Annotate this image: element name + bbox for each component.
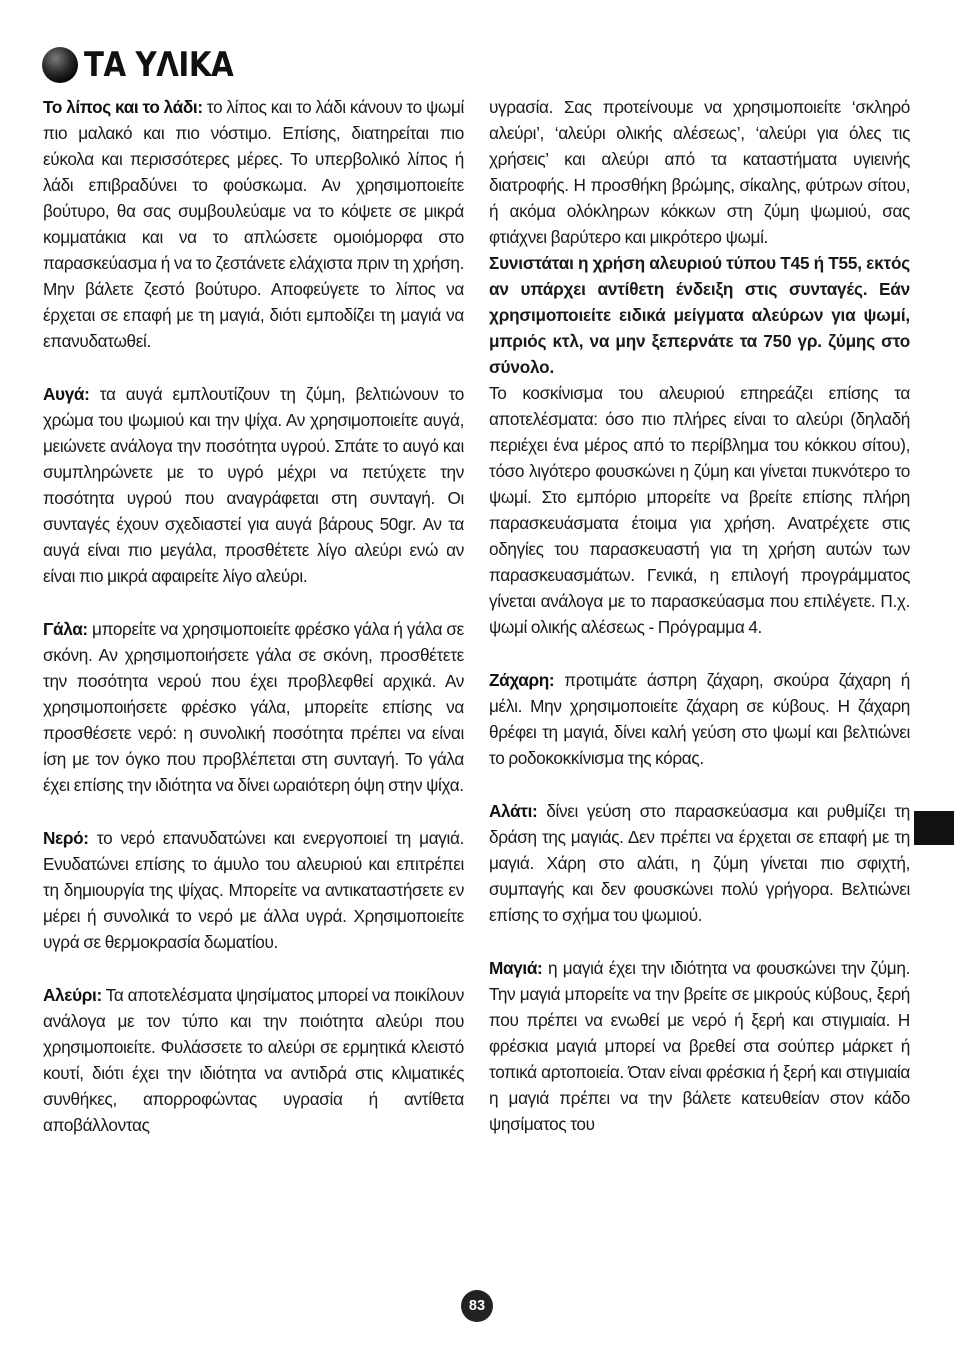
term-fat-oil: Το λίπος και το λάδι: [43, 97, 203, 117]
term-eggs: Αυγά: [43, 384, 90, 404]
section-flour-sifting [489, 380, 910, 640]
section-fat-oil [43, 94, 464, 354]
term-flour: Αλεύρι: [43, 985, 102, 1005]
section-flour-continued [489, 94, 910, 250]
text-flour-sifting: Το κοσκίνισμα του αλευριού επηρεάζει επίσης τα αποτελέσματα: όσο πιο πλήρες είναι το αλεύρι (δηλαδή περιέχει ένα μέρος από το περίβλημα του κόκκου σίτου), τόσο λιγότερο φουσκώνει η ζύμη και γίνεται πυκνότερο το ψωμί. Στο εμπόριο μπορείτε να βρείτε επίσης πλήρη παρασκευάσματα έτοιμα για χρήση. Ανατρέχετε στις οδηγίες του παρασκευαστή για τη χρήση αυτών των παρασκευασμάτων. Γενικά, η επιλογή προγράμματος γίνεται ανάλογα με το παρασκεύασμα που επιλέγετε. Π.χ. ψωμί ολικής αλέσεως - Πρόγραμμα 4. [489, 383, 910, 637]
left-column [43, 94, 464, 1138]
text-flour: Τα αποτελέσματα ψησίματος μπορεί να ποικίλουν ανάλογα με τον τύπο και την ποιότητα αλεύρι που χρησιμοποιείτε. Φυλάσσετε το αλεύρι σε ερμητικά κλειστό κουτί, διότι έχει την ιδιότητα να αντιδρά στις κλιματικές συνθήκες, απορροφώντας υγρασία ή αντίθετα αποβάλλοντας [43, 985, 464, 1135]
text-flour-continued: υγρασία. Σας προτείνουμε να χρησιμοποιείτε ‘σκληρό αλεύρι’, ‘αλεύρι ολικής αλέσεως’, ‘αλεύρι για όλες τις χρήσεις’ και αλεύρι από τα καταστήματα υγιεινής διατροφής. Η προσθήκη βρώμης, σίκαλης, φύτρων σίτου, ή ακόμα ολόκληρων κόκκων στη ζύμη ψωμιού, σας φτιάχνει βαρύτερο και μικρότερο ψωμί. [489, 97, 910, 247]
text-sugar: προτιμάτε άσπρη ζάχαρη, σκούρα ζάχαρη ή μέλι. Μην χρησιμοποιείτε ζάχαρη σε κύβους. Η ζάχαρη θρέφει τη μαγιά, δίνει καλή γεύση στο ψωμί και βελτιώνει το ροδοκοκκίνισμα της κόρας. [489, 670, 910, 768]
term-salt: Αλάτι: [489, 801, 538, 821]
section-sugar [489, 667, 910, 771]
section-milk [43, 616, 464, 798]
page-header [42, 42, 258, 88]
text-water: το νερό επανυδατώνει και ενεργοποιεί τη μαγιά. Ενυδατώνει επίσης το άμυλο του αλευριού και επιτρέπει τη δημιουργία της ψίχας. Μπορείτε να αντικαταστήσετε εν μέρει ή συνολικά το νερό με άλλα υγρά. Χρησιμοποιείτε υγρά σε θερμοκρασία δωματίου. [43, 828, 464, 952]
section-salt [489, 798, 910, 928]
text-flour-note: Συνιστάται η χρήση αλευριού τύπου Τ45 ή Τ55, εκτός αν υπάρχει αντίθετη ένδειξη στις συνταγές. Εάν χρησιμοποιείτε ειδικά μείγματα αλεύρων για ψωμί, μπριός κτλ, να μην ξεπερνάτε τα 750 γρ. ζύμης στο σύνολο. [489, 253, 910, 377]
text-milk: μπορείτε να χρησιμοποιείτε φρέσκο γάλα ή γάλα σε σκόνη. Αν χρησιμοποιήσετε γάλα σε σκόνη, προσθέτετε την ποσότητα νερού που έχει προβλεφθεί αρχικά. Αν χρησιμοποιήσετε φρέσκο γάλα, μπορείτε επίσης να προσθέσετε νερό: η συνολική ποσότητα πρέπει να είναι ίση με τον όγκο που προβλέπεται στη συνταγή. Το γάλα έχει επίσης την ιδιότητα να δίνει ωραιότερη όψη στην ψίχα. [43, 619, 464, 795]
text-eggs: τα αυγά εμπλουτίζουν τη ζύμη, βελτιώνουν το χρώμα του ψωμιού και την ψίχα. Αν χρησιμοποιείτε αυγά, μειώνετε ανάλογα την ποσότητα υγρού. Σπάτε το αυγό και συμπληρώνετε με το υγρό μέχρι να πετύχετε την ποσότητα υγρού που αναγράφεται στη συνταγή. Οι συνταγές έχουν σχεδιαστεί για αυγά βάρους 50gr. Αν τα αυγά είναι πιο μεγάλα, προσθέτετε λίγο αλεύρι ενώ αν είναι πιο μικρά αφαιρείτε λίγο αλεύρι. [43, 384, 464, 586]
page-number-badge: 83 [461, 1290, 493, 1322]
term-sugar: Ζάχαρη: [489, 670, 555, 690]
page-title: ΤΑ ΥΛΙΚΑ [84, 45, 234, 85]
text-yeast: η μαγιά έχει την ιδιότητα να φουσκώνει την ζύμη. Την μαγιά μπορείτε να την βρείτε σε μικρούς κύβους, ξερή που πρέπει να ενωθεί με νερό ή ξερή και στιγμιαία. Η φρέσκια μαγιά μπορεί να βρεθεί στα σούπερ μάρκετ ή τοπικά αρτοποιεία. Όταν είναι φρέσκια ή ξερή και στιγμιαία η μαγιά πρέπει να την βάλετε κατευθείαν στον κάδο ψησίματος του [489, 958, 910, 1134]
section-tab-marker [914, 811, 954, 845]
section-flour-note [489, 250, 910, 380]
text-salt: δίνει γεύση στο παρασκεύασμα και ρυθμίζει τη δράση της μαγιάς. Δεν πρέπει να έρχεται σε επαφή με τη μαγιά. Χάρη στο αλάτι, η ζύμη γίνεται πιο σφιχτή, συμπαγής και δεν φουσκώνει πολύ γρήγορα. Βελτιώνει επίσης το σχήμα του ψωμιού. [489, 801, 910, 925]
section-yeast [489, 955, 910, 1137]
section-eggs [43, 381, 464, 589]
term-milk: Γάλα: [43, 619, 88, 639]
section-flour [43, 982, 464, 1138]
term-yeast: Μαγιά: [489, 958, 543, 978]
bullet-circle-icon [42, 47, 78, 83]
text-fat-oil: το λίπος και το λάδι κάνουν το ψωμί πιο μαλακό και πιο νόστιμο. Επίσης, διατηρείται πιο εύκολα και περισσότερες μέρες. Το υπερβολικό λίπος ή λάδι επιβραδύνει το φούσκωμα. Αν χρησιμοποιείτε βούτυρο, θα σας συμβουλεύαμε να το κόψετε σε μικρά κομματάκια και να το απλώσετε ομοιόμορφα στο παρασκεύασμα ή να το ζεστάνετε ελάχιστα πριν τη χρήση. Μην βάλετε ζεστό βούτυρο. Αποφεύγετε το λίπος να έρχεται σε επαφή με τη μαγιά, διότι εμποδίζει τη μαγιά να επανυδατωθεί. [43, 97, 464, 351]
right-column [489, 94, 910, 1137]
section-water [43, 825, 464, 955]
term-water: Νερό: [43, 828, 89, 848]
